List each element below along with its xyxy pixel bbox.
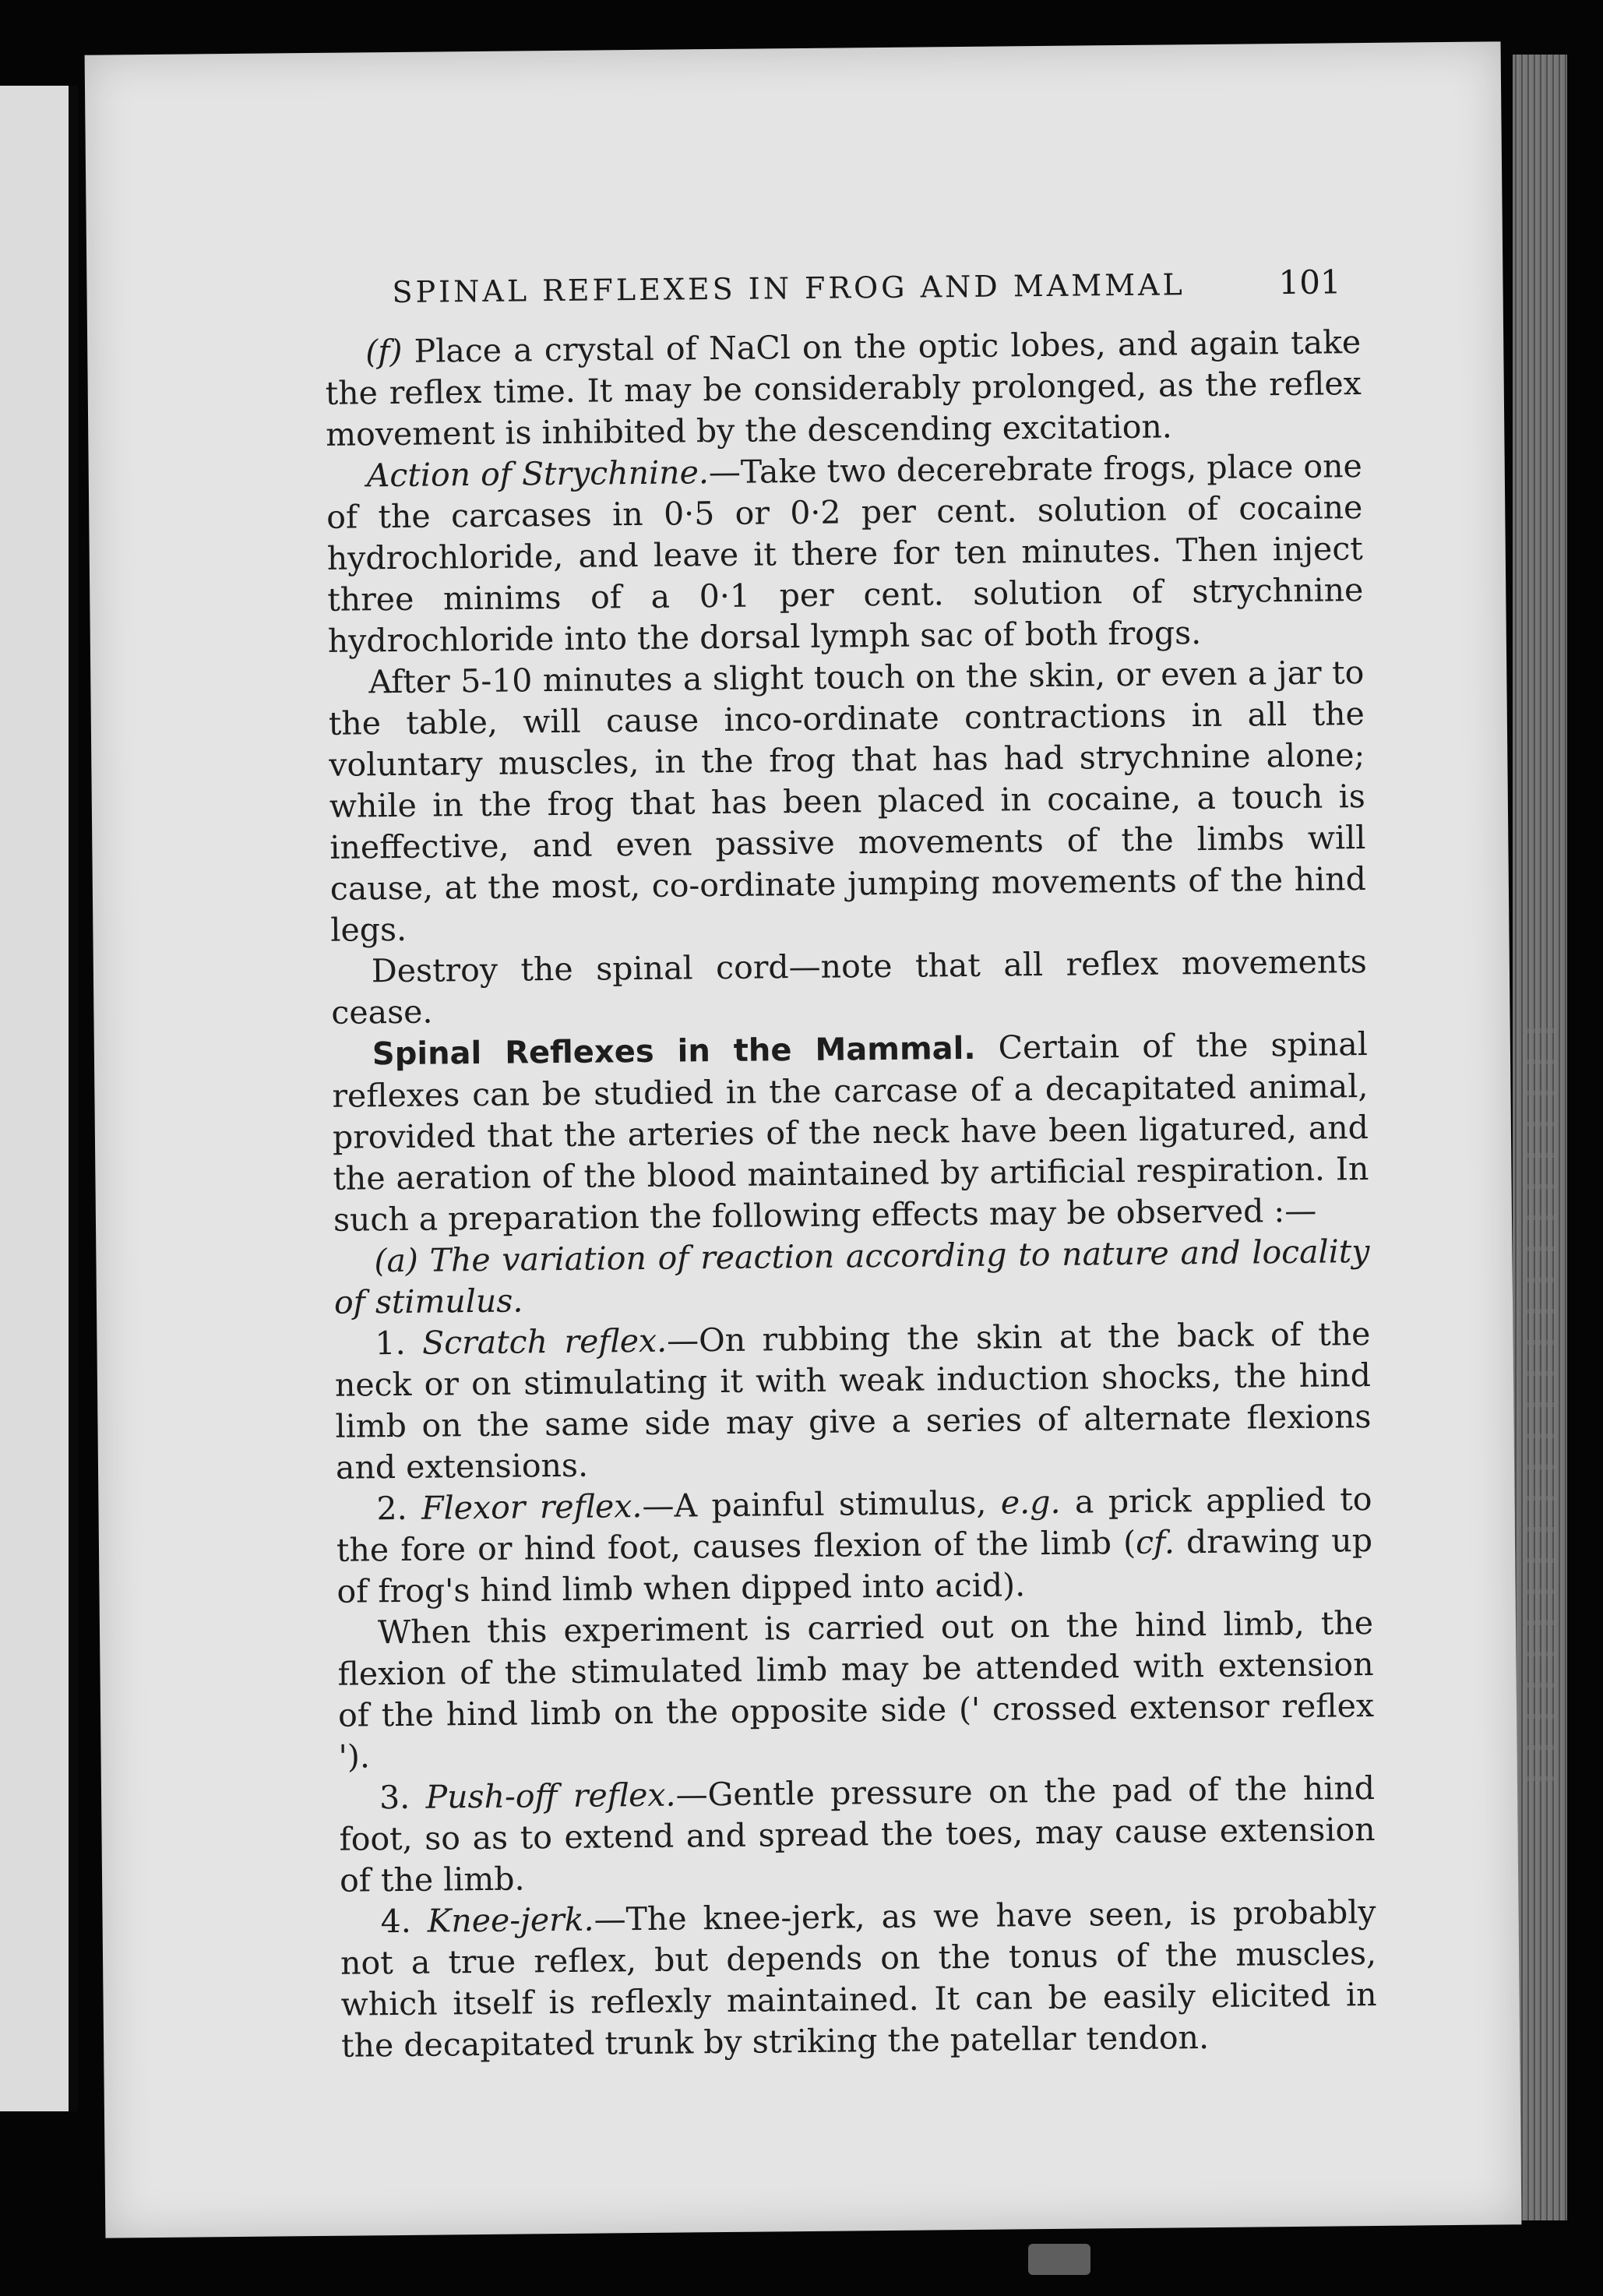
paragraph-push-off bbox=[339, 1768, 1376, 1902]
paragraph-after-minutes: After 5-10 minutes a slight touch on the skin, or even a jar to the table, will cause inco-ordinate contractions in all the voluntary muscles, in the frog that has had strychnine alone; while in the frog that has been placed in cocaine, a touch is ineffective, and even passive movements of the limbs will cause, at the most, co-ordinate jumping movements of the hind legs. bbox=[328, 654, 1367, 949]
running-head: SPINAL REFLEXES IN FROG AND MAMMAL bbox=[392, 267, 1186, 310]
paragraph-mammal bbox=[332, 1024, 1369, 1241]
knee-jerk-title: Knee-jerk. bbox=[427, 1900, 594, 1940]
label-f: (f) bbox=[365, 332, 403, 371]
knee-jerk-num: 4. bbox=[380, 1902, 411, 1941]
strychnine-title: Action of Strychnine. bbox=[366, 453, 710, 495]
push-off-title: Push-off reflex. bbox=[425, 1776, 676, 1816]
scratch-title: Scratch reflex. bbox=[421, 1321, 668, 1362]
book-page bbox=[85, 41, 1522, 2238]
paragraph-f-text: Place a crystal of NaCl on the optic lobes, and again take the reflex time. It may be considerably prolonged, as the reflex movement is inhibited by the descending excitation. bbox=[325, 323, 1362, 453]
flexor-title: Flexor reflex. bbox=[421, 1487, 643, 1527]
paragraph-flexor bbox=[336, 1479, 1372, 1613]
paragraph-a bbox=[333, 1231, 1370, 1324]
scratch-text: —On rubbing the skin at the back of the neck or on stimulating it with weak induction shocks, the hind limb on the same side may give a series of alternate flexions and extensions. bbox=[334, 1315, 1372, 1487]
paragraph-f bbox=[325, 322, 1362, 456]
flexor-num: 2. bbox=[376, 1489, 407, 1528]
flexor-cf: cf. bbox=[1135, 1523, 1175, 1561]
bottom-smudge bbox=[1028, 2244, 1090, 2275]
label-a: (a) bbox=[374, 1241, 419, 1280]
page-number: 101 bbox=[1278, 263, 1341, 302]
page-stack-marks bbox=[1523, 1028, 1554, 1808]
variation-heading: The variation of reaction according to nature and locality of stimulus. bbox=[333, 1233, 1370, 1321]
flexor-text-c: drawing up of frog's hind limb when dipped into acid). bbox=[336, 1522, 1373, 1610]
push-off-text: —Gentle pressure on the pad of the hind foot, so as to extend and spread the toes, may cause extension of the limb. bbox=[339, 1769, 1376, 1899]
scratch-num: 1. bbox=[375, 1324, 406, 1363]
mammal-text: Certain of the spinal reflexes can be studied in the carcase of a decapitated animal, provided that the arteries of the neck have been ligatured, and the aeration of the blood maintained by artificial respiration. In such a preparation the following effects may be observed :— bbox=[332, 1025, 1369, 1239]
paragraph-knee-jerk bbox=[340, 1892, 1377, 2067]
book-gutter bbox=[69, 86, 78, 2111]
paragraph-crossed: When this experiment is carried out on the hind limb, the flexion of the stimulated limb may be attended with extension of the hind limb on the opposite side (' crossed extensor reflex '). bbox=[337, 1604, 1375, 1776]
flexor-eg: e.g. bbox=[1000, 1483, 1061, 1522]
paragraph-destroy: Destroy the spinal cord—note that all reflex movements cease. bbox=[331, 943, 1368, 1032]
knee-jerk-text: —The knee-jerk, as we have seen, is probably not a true reflex, but depends on the tonus of the muscles, which itself is reflexly maintained. It can be easily elicited in the decapitated trunk by striking the patellar tendon. bbox=[340, 1892, 1377, 2065]
paragraph-scratch bbox=[334, 1314, 1372, 1489]
paragraph-strychnine bbox=[326, 446, 1364, 662]
section-heading: Spinal Reflexes in the Mammal. bbox=[372, 1030, 976, 1073]
push-off-num: 3. bbox=[379, 1778, 410, 1817]
strychnine-text: —Take two decerebrate frogs, place one of the carcases in 0·5 or 0·2 per cent. solution of cocaine hydrochloride, and leave it there for ten minutes. Then inject three minims of a 0·1 per cent. solution of strychnine hydrochloride into the dorsal lymph sac of both frogs. bbox=[326, 447, 1364, 660]
page-text bbox=[325, 322, 1377, 2067]
flexor-text-b: a prick applied to the fore or hind foot, causes flexion of the limb ( bbox=[336, 1480, 1372, 1569]
flexor-text-a: —A painful stimulus, bbox=[642, 1483, 987, 1525]
previous-page-edge bbox=[0, 86, 69, 2111]
